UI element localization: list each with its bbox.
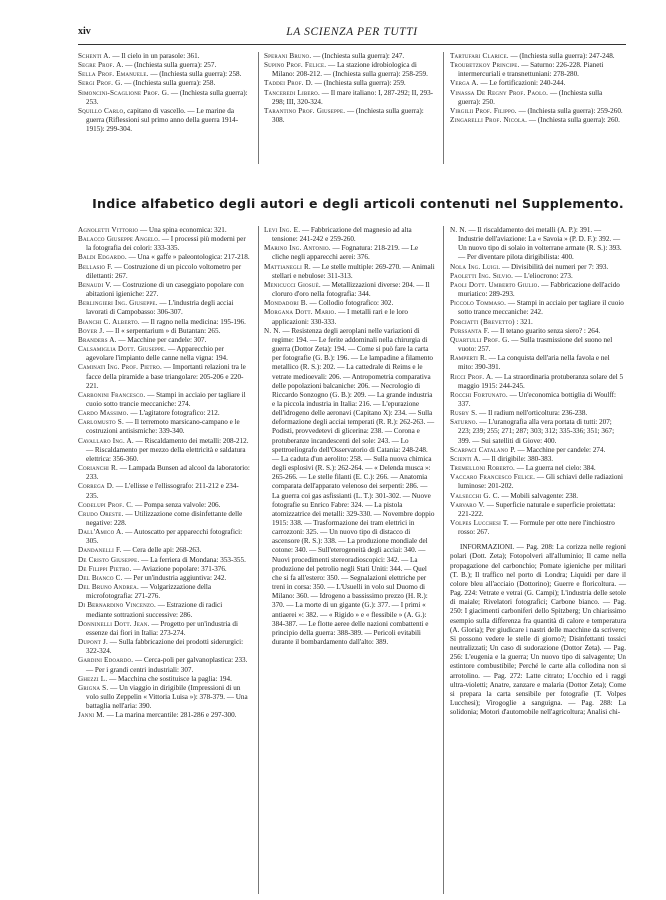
index-entry	[450, 473, 626, 491]
index-columns	[78, 226, 626, 896]
informazioni-paragraph: INFORMAZIONI. — Pag. 208: La corizza nelle regioni polari (Dott. Zeta); Fotopolveri all'alluminio; Il came nella propagazione del carbonchio; Pomate igieniche per militari (T. B.); Il traffico nel porto di Londra; Liquidi per dare il colore bleu all'acciaio (Dottorino); Guerre e floricoltura. — Pag. 224: Vetrate e vetrai (G. Campi); L'industria delle setole di maiale; Rivelatori fotografici; Carbone bianco. — Pag. 250: I giacimenti carboniferi dello Spitzberg; Un chiarissimo esempio sulla differenza fra quantità di calore e temperatura (A. Gloria); Per giudicare i nastri delle macchine da scrivere; Si possono vedere le stelle di giorno?; Disinfettanti tossici neutralizzati; Un caso di sudorazione (Dottor Zeta). — Pag. 256: L'eugenia e la guerra; Un nuovo tipo di salvagente; Un estintore combustibile; Perché le carte alla collodina non si arrotolino. — Pag. 272: Latte citrato; L'occhio ed i raggi ultra-violetti; Anatre, zanzare e malaria (Dottor Zeta); Come si prepara la carta sensibile per fotografie (T. Volpes Lucchesi); Virogoglie a sanguigna. — Pag. 288: La solidonia; Motori d'automobile nell'agricoltura; Analisi chi-	[450, 543, 626, 717]
entry-text: — Stampi in acciaio per tagliare il cuoio sotto trance meccaniche: 242.	[458, 299, 624, 317]
entry-text: — Lampada Bunsen ad alcool da laboratorio: 233.	[86, 464, 250, 482]
index-entry	[450, 79, 626, 88]
index-entry	[78, 363, 250, 390]
index-entry	[450, 318, 626, 327]
entry-text: — Importanti relazioni tra le facce della piramide a base triangolare: 205-206 e 220-221.	[86, 363, 246, 390]
author-name: Dall'Amico A.	[78, 528, 124, 537]
author-name: Nola Ing. Luigi.	[450, 262, 501, 271]
index-entry	[78, 711, 250, 720]
index-column-3	[450, 226, 626, 717]
column-divider	[443, 52, 444, 164]
author-name: Del Bianco C.	[78, 573, 123, 582]
author-name: Tarantino Prof. Giuseppe.	[264, 106, 346, 115]
entry-text: — Per un'industria aggiuntiva: 242.	[122, 573, 227, 582]
index-entry	[78, 391, 250, 409]
entry-text: — Superficie naturale e superficie proiettata: 221-222.	[458, 500, 616, 518]
index-entry	[450, 226, 626, 263]
author-name: Correga D.	[78, 482, 115, 491]
entry-text: — La marina mercantile: 281-286 e 297-300.	[104, 711, 237, 720]
entry-text: — Cerca-poli per galvanoplastica: 233. — Per i grandi centri industriali: 307.	[86, 656, 248, 674]
author-name: Crudo Oreste.	[78, 509, 124, 518]
entry-text: — Riscaldamento dei metalli: 208-212. — Riscaldamento per mezzo della elettricità e saldatura elettrica: 356-360.	[86, 436, 249, 463]
index-entry	[78, 656, 250, 674]
index-entry	[450, 446, 626, 455]
index-entry	[264, 299, 436, 308]
author-name: Carbonini Francesco.	[78, 390, 146, 399]
index-entry	[78, 638, 250, 656]
index-entry	[78, 437, 250, 464]
author-name: Donninelli Dott. Jean.	[78, 619, 150, 628]
entry-text: — I processi più moderni per la fotografia dei colori: 333-335.	[86, 235, 246, 253]
author-name: Schenti A.	[78, 52, 111, 60]
entry-text: — Il « serpentarium » di Butantan: 265.	[104, 326, 221, 335]
running-header	[78, 26, 626, 44]
author-name: Vinassa De Regny Prof. Paolo.	[450, 88, 549, 97]
entry-text: — (Inchiesta sulla guerra): 247-248.	[508, 52, 615, 60]
entry-text: — Pompa senza valvole: 206.	[133, 500, 221, 509]
index-entry	[78, 556, 250, 565]
entry-text: — Resistenza degli aeroplani nelle variazioni di regime: 194. — Le ferite addominali nella chirurgia di guerra (Dottor Zeta): 194. — Come si può fare la carta per fotografie (G. B.): 196. — Le lampadine a filamento metallico (R. S.): 202. — La cattedrale di Reims e le vetrate medioevali: 206. — Antropometria comparativa delle popolazioni balcaniche: 206. — Necrologio di Riccardo Sonzogno (G. B.): 209. — La grande industria e la piccola industria in Italia: 216. — L'epurazione dell'idrogeno delle aeronavi (Capitano X): 234. — Sulla deformazione degli acciai temperati (R. R.): 262-263. — Podisti, provvedetevi di glicerina: 238. — Corona e protuberanze incandescenti del sole: 243. — Lo spettroeliografo dell'Osservatorio di Catania: 248-248. — La caduta d'un aerolito: 258. — Sulla nuova chimica degli esplosivi (R. S.): 262-264. — « Delenda musca »: 265-266. — Le stelle filanti (E. C.): 266. — Anatomia comparata dell'apparato velenoso dei serpenti: 286. — La guerra coi gas asfissianti (L. T.): 301-302. — Nuove fotografie su Enrico Fabre: 324. — La pistola atomizzatrice dei metalli: 329-330. — Novembre doppio 1915: 338. — Trasformazione dei tram elettrici in carrozzoni: 325. — Un nuovo tipo di distacco di ascensore (R. S.): 338. — La produzione mondiale del cotone: 340. — Sull'eterogeneità degli acciai: 340. — Nuovi procedimenti stereoradioscopici: 342. — La produzione del petrolio negli Stati Uniti: 344. — Quel che si fa all'estero: 350. — Segnalazioni elettriche per treni in corsa: 350. — L'Usuelli in volo sul Duomo di Milano: 360. — Idrogeno a bassissimo prezzo (H. R.): 370. — La morte di un gigante (G.): 377. — I primi « antiaerei »: 382. — « Rigido » e « flessibile » (A. G.): 384-387. — Le flotte aeree delle nazioni combattenti e principio della guerra: 388-389. — Pericoli evitabili durante il bombardamento dall'alto: 389.	[272, 326, 435, 647]
top-index-columns	[78, 52, 626, 167]
index-entry	[78, 464, 250, 482]
author-name: Segre Prof. A.	[78, 61, 124, 70]
entry-text: — I metalli rari e le loro applicazioni: 330-333.	[272, 308, 408, 326]
entry-text: — Costruzione di un caseggiato popolare con abitazioni igieniche: 227.	[86, 280, 244, 299]
author-name: Janni M.	[78, 711, 105, 720]
entry-text: — Fognatura: 218-219. — Le cliche negli apparecchi aerei: 376.	[272, 244, 419, 262]
entry-text: — (Inchiesta sulla guerra): 258.	[148, 70, 242, 79]
author-name: Morgana Dott. Mario.	[264, 308, 337, 317]
author-name: Paoli Dott. Umberto Giulio.	[450, 280, 540, 289]
author-name: Tanceredi Libero.	[264, 88, 320, 97]
author-name: Purssanta F.	[450, 326, 490, 335]
index-entry	[450, 501, 626, 519]
index-entry	[264, 327, 436, 647]
index-entry	[78, 107, 250, 134]
author-name: Calsamiglia Dott. Giuseppe.	[78, 345, 167, 354]
index-entry	[450, 272, 626, 281]
index-entry	[450, 492, 626, 501]
index-entry	[264, 89, 434, 107]
index-entry	[450, 409, 626, 418]
author-name: Marino Ing. Antonio.	[264, 244, 331, 253]
top-column-2	[264, 52, 434, 125]
entry-text: — La straordinaria protuberanza solare del 5 maggio 1915: 244-245.	[458, 372, 624, 390]
author-name: Saturno.	[450, 418, 478, 427]
author-name: Volpes Lucchesi T.	[450, 519, 509, 527]
author-name: Dupont J.	[78, 638, 108, 647]
author-name: Codelupi Prof. C.	[78, 500, 134, 509]
entry-text: — L'agitatore fotografico: 212.	[128, 409, 220, 418]
index-entry	[450, 418, 626, 445]
index-entry	[264, 52, 434, 61]
author-name: Paoletti Ing. Silvio.	[450, 271, 514, 280]
entry-text: — Le fortificazioni: 240-244.	[478, 79, 566, 88]
author-name: Varvaro V.	[450, 500, 485, 509]
entry-text: — (Inchiesta sulla guerra): 253.	[86, 88, 248, 106]
index-entry	[450, 263, 626, 272]
header-rule	[78, 44, 626, 45]
index-entry	[78, 336, 250, 345]
index-entry	[450, 299, 626, 317]
author-name: Zingarelli Prof. Nicola.	[450, 116, 528, 125]
author-name: Scienti A.	[450, 454, 481, 463]
index-entry	[264, 244, 436, 262]
entry-text: — L'ellisse e l'ellissografo: 211-212 e 234-235.	[86, 482, 239, 500]
entry-text: — Collodio fotografico: 302.	[307, 299, 394, 308]
index-entry	[264, 61, 434, 79]
index-entry	[78, 281, 250, 299]
entry-text: — La stazione idrobiologica di Milano: 208-212. — (Inchiesta sulla guerra): 258-259.	[272, 61, 428, 79]
entry-text: — (Inchiesta sulla guerra): 259.	[312, 79, 406, 88]
index-entry	[78, 79, 250, 88]
author-name: Grigna S.	[78, 683, 109, 692]
author-name: Berlingieri Ing. Giuseppe.	[78, 299, 158, 308]
author-name: Balacco Giuseppe Angelo.	[78, 235, 161, 244]
index-entry	[264, 107, 434, 125]
author-name: Ghezzi L.	[78, 674, 108, 683]
index-entry	[78, 299, 250, 317]
author-name: N. N.	[264, 326, 281, 335]
author-name: Tartufari Clarice.	[450, 52, 509, 60]
section-title: Indice alfabetico degli autori e degli articoli contenuti nel Supplemento.	[92, 196, 624, 211]
index-entry	[78, 528, 250, 546]
author-name: Boyer J.	[78, 326, 105, 335]
index-entry	[450, 327, 626, 336]
index-entry	[78, 327, 250, 336]
index-entry	[264, 226, 436, 244]
index-column-1	[78, 226, 250, 720]
entry-text: — Fabbricazione del magnesio ad alta tensione: 241-242 e 259-260.	[272, 226, 412, 244]
author-name: Ricci Prof. A.	[450, 372, 494, 381]
author-name: Rusby S.	[450, 409, 478, 418]
author-name: Taddei Prof. D.	[264, 79, 313, 88]
author-name: Caminati Ing. Prof. Pietro.	[78, 363, 162, 372]
index-column-2	[264, 226, 436, 647]
entry-text: — L'industria degli acciai lavorati di Campobasso: 306-307.	[86, 299, 234, 317]
index-entry	[78, 684, 250, 711]
index-entry	[450, 116, 626, 125]
index-entry	[78, 565, 250, 574]
entry-text: — Autoscatto per apparecchi fotografici: 305.	[86, 528, 243, 546]
entry-text: — (Inchiesta sulla guerra): 257.	[123, 61, 217, 70]
entry-text: — Una spina economica: 321.	[138, 226, 227, 234]
index-entry	[450, 354, 626, 372]
index-entry	[78, 501, 250, 510]
entry-text: — (Inchiesta sulla guerra): 259-260.	[516, 106, 623, 115]
author-name: Dandanelli F.	[78, 546, 122, 555]
author-name: Bellasio F.	[78, 262, 113, 271]
entry-text: — Gli schiavi delle radiazioni luminose: 201-202.	[458, 473, 623, 491]
index-entry	[78, 601, 250, 619]
index-entry	[450, 455, 626, 464]
author-name: Bianchi C. Alberto.	[78, 317, 140, 326]
index-entry	[78, 418, 250, 436]
entry-text: — Progetto per un'industria di essenze dai fiori in Italia: 273-274.	[86, 619, 238, 637]
entry-text: — Macchina che sostituisce la paglia: 194.	[107, 674, 232, 683]
author-name: Simoncini-Scaglione Prof. G.	[78, 88, 170, 97]
entry-text: — Il mare italiano: I, 287-292; II, 293-298; III, 320-324.	[272, 88, 434, 106]
author-name: Di Bernardino Vincenzo.	[78, 601, 156, 610]
index-entry	[450, 281, 626, 299]
top-column-1	[78, 52, 250, 134]
index-entry	[264, 308, 436, 326]
entry-text: — Metallizzazioni diverse: 204. — Il cloruro d'oro nella fotografia: 344.	[272, 280, 430, 299]
entry-text: — Macchine per candele: 274.	[515, 445, 606, 454]
author-name: Corianchi R.	[78, 464, 118, 473]
index-entry	[450, 373, 626, 391]
column-divider	[258, 226, 259, 894]
entry-text: — La guerra nel cielo: 384.	[515, 464, 596, 473]
author-name: Quartulli Prof. G.	[450, 335, 510, 344]
author-name: Baldi Edgardo.	[78, 253, 127, 262]
entry-text: — L'eliocrono: 273.	[513, 271, 573, 280]
author-name: Mattianegli R.	[264, 262, 311, 271]
index-entry	[78, 620, 250, 638]
entry-text: — Una « gaffe » paleontologica: 217-218.	[126, 253, 250, 262]
author-name: Del Bruno Andrea.	[78, 583, 139, 592]
author-name: Porciatti (Brevetto)	[450, 317, 515, 326]
entry-text: — La ferriera di Mondana: 353-355.	[139, 555, 246, 564]
page-number: xiv	[78, 26, 91, 37]
index-entry	[78, 583, 250, 601]
entry-text: — Mobili salvagente: 238.	[499, 491, 579, 500]
entry-text: — Un'economica bottiglia di Woulff: 337.	[458, 390, 616, 408]
author-name: Scarpaci Catalano P.	[450, 445, 516, 454]
entry-text: — Utilizzazione come disinfettante delle negative: 228.	[86, 509, 243, 527]
entry-text: capitano di vascello. — Le marine da guerra (Riflessioni sul primo anno della guerra 1914-1915): 299-304.	[86, 106, 239, 134]
author-name: Vaccaro Francesco Felice.	[450, 473, 536, 482]
author-name: Benaudi V.	[78, 280, 112, 289]
author-name: Carlomusto S.	[78, 418, 124, 427]
entry-text: — La conquista dell'aria nella favola e nel mito: 390-391.	[458, 354, 610, 372]
author-name: Supino Prof. Felice.	[264, 61, 327, 70]
entry-text: — Volgarizzazione della microfotografia: 271-276.	[86, 583, 212, 601]
author-name: Virgilii Prof. Filippo.	[450, 106, 517, 115]
index-entry	[78, 409, 250, 418]
author-name: Squillo Carlo,	[78, 106, 126, 115]
index-entry	[78, 61, 250, 70]
entry-text: — Apparecchio per agevolare l'impianto delle canne nella vigna: 194.	[86, 345, 228, 363]
author-name: Troubetzkoy Principe.	[450, 61, 520, 70]
author-name: De Filippi Pietro.	[78, 564, 132, 573]
entry-text: — Macchine per candele: 307.	[116, 335, 207, 344]
author-name: Gardini Edoardo.	[78, 656, 134, 665]
journal-title: LA SCIENZA PER TUTTI	[286, 26, 418, 38]
column-divider	[443, 226, 444, 894]
index-entry	[78, 70, 250, 79]
index-entry	[264, 79, 434, 88]
entry-text: — (Inchiesta sulla guerra): 258.	[122, 79, 216, 88]
index-entry	[78, 263, 250, 281]
author-name: Sperani Bruno.	[264, 52, 312, 60]
author-name: Branders A.	[78, 335, 117, 344]
index-entry	[450, 107, 626, 116]
entry-text: — Divisibilità dei numeri per 7: 393.	[500, 262, 609, 271]
author-name: Menicucci Giosuè.	[264, 280, 321, 289]
entry-text: — Costruzione di un piccolo voltometro per dilettanti: 267.	[86, 262, 242, 280]
author-name: Agnoletti Vittorio	[78, 226, 139, 234]
index-entry	[450, 61, 626, 79]
index-entry	[78, 345, 250, 363]
entry-text: — Fabbricazione dell'acido muriatico: 289-293.	[458, 280, 620, 299]
index-entry	[450, 52, 626, 61]
index-entry	[78, 318, 250, 327]
entry-text: — Il tetano guarito senza siero? : 264.	[489, 326, 601, 335]
author-name: N. N.	[450, 226, 467, 234]
author-name: Cardo Massimo.	[78, 409, 129, 418]
author-name: Rocchi Fortunato.	[450, 390, 508, 399]
author-name: Cavallaro Ing. A.	[78, 436, 134, 445]
index-entry	[450, 464, 626, 473]
entry-text: — Aviazione popolare: 371-376.	[131, 564, 227, 573]
entry-text: — Il ragno nella medicina: 195-196.	[139, 317, 246, 326]
index-entry	[450, 89, 626, 107]
entry-text: — Il riscaldamento dei metalli (A. P.): 391. — Industrie dell'aviazione: La « Savoia » (P. D. F.): 392. — Un nuovo tipo di solaio in volterrane armate (R. S.): 393. — Per diventare pilota dirigibilista: 400.	[458, 226, 622, 262]
author-name: Valsecchi G. C.	[450, 491, 500, 500]
entry-text: — Estrazione di radici mediante sottrazioni successive: 286.	[86, 601, 223, 619]
index-entry	[264, 263, 436, 281]
index-entry	[264, 281, 436, 299]
entry-text: — Sulla fabbricazione dei prodotti siderurgici: 322-324.	[86, 638, 244, 656]
index-entry	[450, 391, 626, 409]
author-name: Ramperti R.	[450, 354, 487, 363]
index-entry	[450, 519, 626, 537]
entry-text: — (Inchiesta sulla guerra): 260.	[527, 116, 620, 125]
entry-text: — Il radium nell'orticoltura: 236-238.	[477, 409, 588, 418]
entry-text: — Saturno: 226-228. Pianeti intermercuriali e transnettuniani: 278-280.	[458, 61, 604, 79]
index-entry	[78, 482, 250, 500]
entry-text: — Stampi in acciaio per tagliare il cuoio sotto trancie meccaniche: 274.	[86, 390, 246, 408]
entry-text: — Il terremoto marsicano-campano e le costruzioni antisismiche: 339-340.	[86, 418, 240, 436]
entry-text: — Il cielo in un parasole: 361.	[110, 52, 200, 60]
index-entry	[78, 253, 250, 262]
index-entry	[78, 226, 250, 235]
top-column-3	[450, 52, 626, 125]
entry-text: — Un viaggio in dirigibile (Impressioni di un volo sullo Zeppelin « Vittoria Luisa »): 378-379. — Una battaglia nell'aria: 390.	[86, 683, 248, 711]
author-name: Tremelloni Roberto.	[450, 464, 515, 473]
entry-text: — Sulla trasmissione del suono nel vuoto: 257.	[458, 335, 613, 354]
index-entry	[78, 52, 250, 61]
index-entry	[78, 675, 250, 684]
index-entry	[78, 510, 250, 528]
entry-text: — Il dirigibile: 380-383.	[480, 454, 554, 463]
entry-text: — Formule per otte nere l'inchiostro rosso: 267.	[458, 519, 615, 537]
index-entry	[78, 235, 250, 253]
index-entry	[450, 336, 626, 354]
author-name: Piccolo Tommaso.	[450, 299, 507, 308]
column-divider	[258, 52, 259, 164]
entry-text: : 321.	[514, 317, 533, 326]
author-name: Levi Ing. E.	[264, 226, 301, 234]
author-name: Verga A.	[450, 79, 479, 88]
index-entry	[78, 546, 250, 555]
entry-text: — (Inchiesta sulla guerra): 308.	[272, 106, 424, 125]
index-entry	[78, 89, 250, 107]
entry-text: — (Inchiesta sulla guerra): 247.	[311, 52, 405, 60]
author-name: Sella Prof. Emanuele.	[78, 70, 149, 79]
entry-text: — Le stelle multiple: 269-270. — Animali stellari e nebulose: 311-313.	[272, 262, 435, 280]
entry-text: — Cera delle api: 268-263.	[121, 546, 202, 555]
author-name: Mondadori B.	[264, 299, 308, 308]
entry-text: — (Inchiesta sulla guerra): 250.	[458, 88, 603, 106]
author-name: De Cristo Giuseppe.	[78, 555, 140, 564]
entry-text: — L'uranografia alla vera portata di tutti: 207; 223; 239; 255; 271; 287; 303; 312; 335-336; 351; 367; 399. — Sui satelliti di Giove: 400.	[458, 418, 615, 445]
index-entry	[78, 574, 250, 583]
author-name: Sergi Prof. G.	[78, 79, 123, 88]
